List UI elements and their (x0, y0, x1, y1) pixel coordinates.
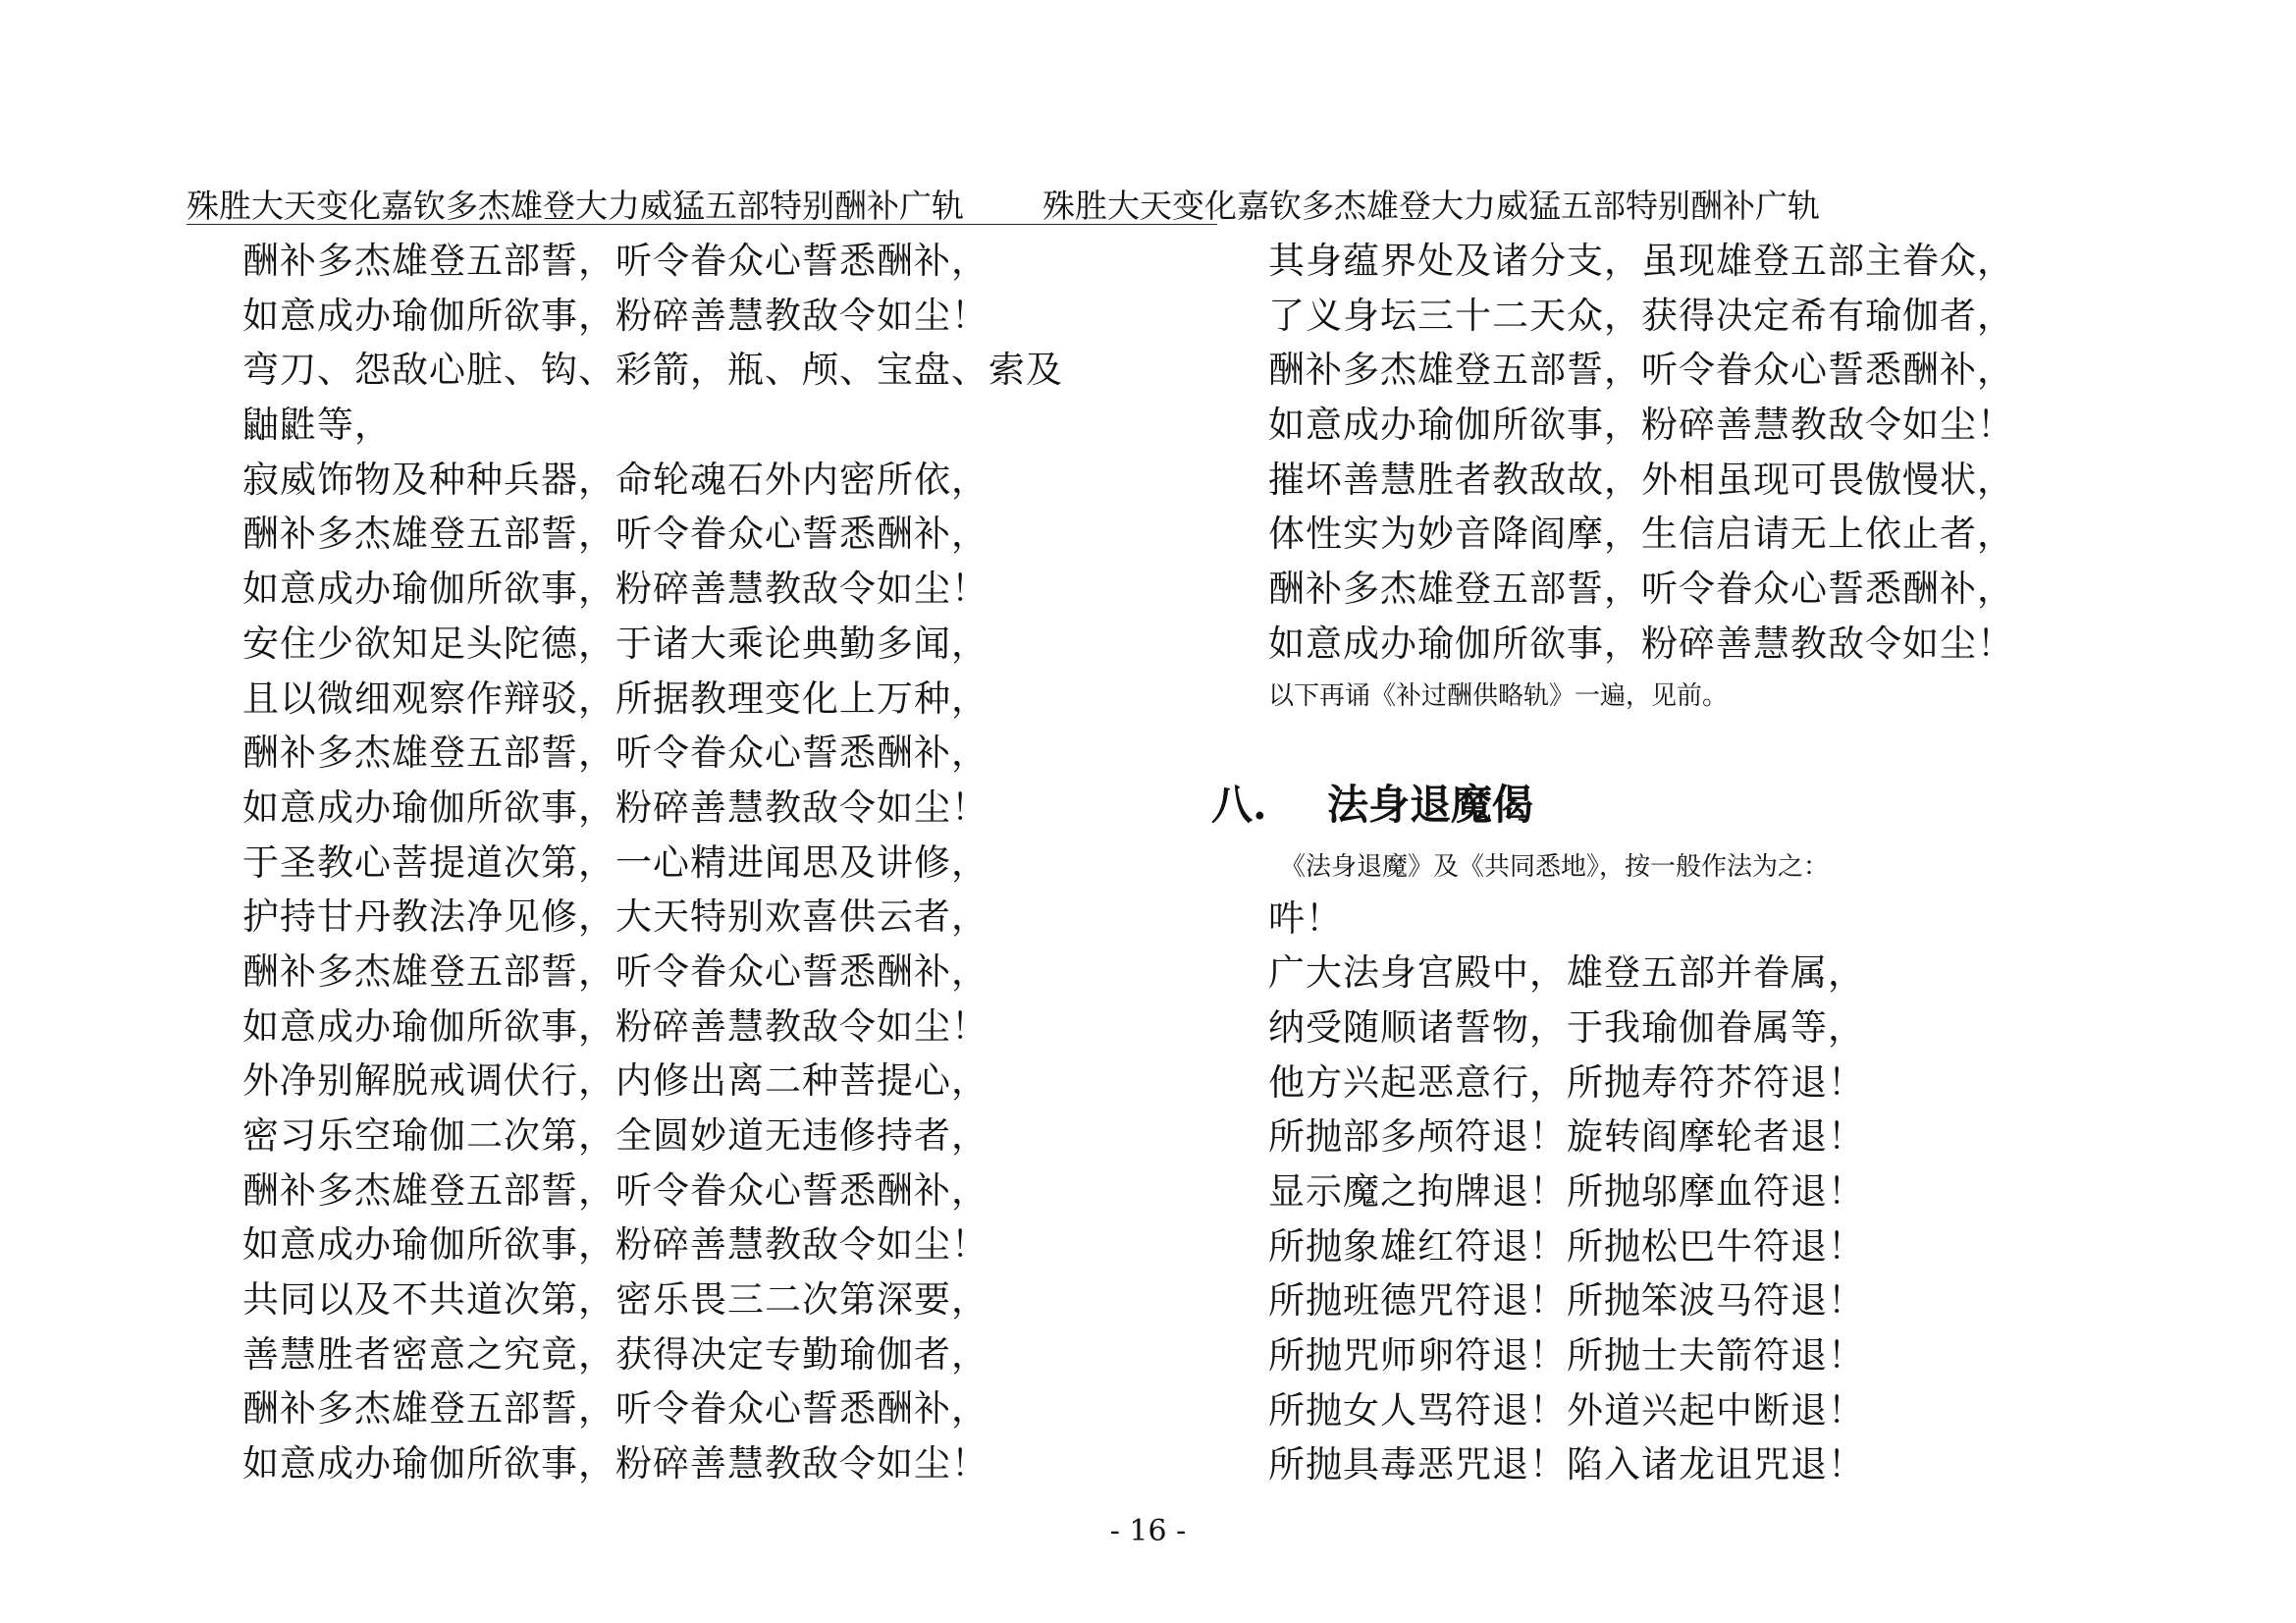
verse-line: 所抛部多颅符退！旋转阎摩轮者退！ (1268, 1115, 1865, 1159)
left-column (242, 234, 1126, 1491)
header-rule (187, 224, 1217, 225)
verse-line: 善慧胜者密意之究竟，获得决定专勤瑜伽者， (242, 1332, 988, 1376)
verse-line: 如意成办瑜伽所欲事，粉碎善慧教敌令如尘！ (242, 1004, 988, 1048)
verse-line: 如意成办瑜伽所欲事，粉碎善慧教敌令如尘！ (242, 785, 988, 829)
verse-line: 弯刀、怨敌心脏、钩、彩箭，瓶、颅、宝盘、索及 (242, 349, 1063, 392)
verse-line: 体性实为妙音降阎摩，生信启请无上依止者， (1268, 513, 2014, 556)
instruction-note: 《法身退魔》及《共同悉地》，按一般作法为之： (1280, 851, 1830, 882)
verse-line: 所抛咒师卵符退！所抛士夫箭符退！ (1268, 1334, 1865, 1377)
verse-line: 如意成办瑜伽所欲事，粉碎善慧教敌令如尘！ (242, 1223, 988, 1267)
verse-line: 所抛具毒恶咒退！陷入诸龙诅咒退！ (1268, 1443, 1865, 1487)
instruction-note: 以下再诵《补过酬供略轨》一遍，见前。 (1268, 680, 1729, 711)
verse-line: 如意成办瑜伽所欲事，粉碎善慧教敌令如尘！ (1268, 404, 2014, 447)
section-heading (1211, 768, 2132, 842)
verse-line: 外净别解脱戒调伏行，内修出离二种菩提心， (242, 1059, 988, 1103)
page-number: - 16 - (1109, 1514, 1187, 1548)
verse-line: 酬补多杰雄登五部誓，听令眷众心誓悉酬补， (1268, 568, 2014, 611)
verse-line: 吽！ (1268, 896, 1343, 940)
verse-line: 酬补多杰雄登五部誓，听令眷众心誓悉酬补， (242, 240, 988, 282)
verse-line: 酬补多杰雄登五部誓，听令眷众心誓悉酬补， (242, 949, 988, 993)
verse-line: 纳受随顺诸誓物，于我瑜伽眷属等， (1268, 1005, 1865, 1049)
verse-line: 共同以及不共道次第，密乐畏三二次第深要， (242, 1278, 988, 1322)
section-spacer (1268, 721, 2132, 768)
section-number: 八. (1211, 780, 1267, 829)
verse-line: 所抛班德咒符退！所抛笨波马符退！ (1268, 1279, 1865, 1323)
verse-line: 如意成办瑜伽所欲事，粉碎善慧教敌令如尘！ (242, 1442, 988, 1486)
verse-line: 酬补多杰雄登五部誓，听令眷众心誓悉酬补， (242, 513, 988, 556)
verse-line: 酬补多杰雄登五部誓，听令眷众心誓悉酬补， (242, 1168, 988, 1212)
verse-line: 所抛象雄红符退！所抛松巴牛符退！ (1268, 1224, 1865, 1268)
running-header-right: 殊胜大天变化嘉钦多杰雄登大力威猛五部特别酬补广轨 (1042, 187, 1820, 225)
verse-line: 酬补多杰雄登五部誓，听令眷众心誓悉酬补， (242, 731, 988, 775)
right-column (1211, 234, 2132, 1492)
verse-line: 酬补多杰雄登五部誓，听令眷众心誓悉酬补， (1268, 349, 2014, 392)
verse-line: 广大法身宫殿中，雄登五部并眷属， (1268, 951, 1865, 995)
verse-line: 他方兴起恶意行，所抛寿符芥符退！ (1268, 1060, 1865, 1104)
verse-line: 于圣教心菩提道次第，一心精进闻思及讲修， (242, 840, 988, 884)
verse-line: 安住少欲知足头陀德，于诸大乘论典勤多闻， (242, 622, 988, 665)
verse-line: 如意成办瑜伽所欲事，粉碎善慧教敌令如尘！ (1268, 622, 2014, 665)
running-header-left: 殊胜大天变化嘉钦多杰雄登大力威猛五部特别酬补广轨 (187, 187, 964, 225)
verse-line: 摧坏善慧胜者教敌故，外相虽现可畏傲慢状， (1268, 458, 2014, 501)
verse-line: 且以微细观察作辩驳，所据教理变化上万种， (242, 676, 988, 720)
verse-line: 酬补多杰雄登五部誓，听令眷众心誓悉酬补， (242, 1387, 988, 1431)
verse-line: 如意成办瑜伽所欲事，粉碎善慧教敌令如尘！ (242, 568, 988, 611)
verse-line: 所抛女人骂符退！外道兴起中断退！ (1268, 1388, 1865, 1432)
verse-line: 密习乐空瑜伽二次第，全圆妙道无违修持者， (242, 1114, 988, 1157)
verse-line: 显示魔之拘牌退！所抛邬摩血符退！ (1268, 1169, 1865, 1213)
verse-line: 寂威饰物及种种兵器，命轮魂石外内密所依， (242, 458, 988, 501)
verse-line: 了义身坛三十二天众，获得决定希有瑜伽者， (1268, 294, 2014, 337)
verse-line: 其身蕴界处及诸分支，虽现雄登五部主眷众， (1268, 240, 2014, 282)
section-title: 法身退魔偈 (1327, 780, 1534, 829)
verse-line: 鼬鼪等， (242, 404, 392, 447)
verse-line: 如意成办瑜伽所欲事，粉碎善慧教敌令如尘！ (242, 294, 988, 337)
verse-line: 护持甘丹教法净见修，大天特别欢喜供云者， (242, 895, 988, 939)
